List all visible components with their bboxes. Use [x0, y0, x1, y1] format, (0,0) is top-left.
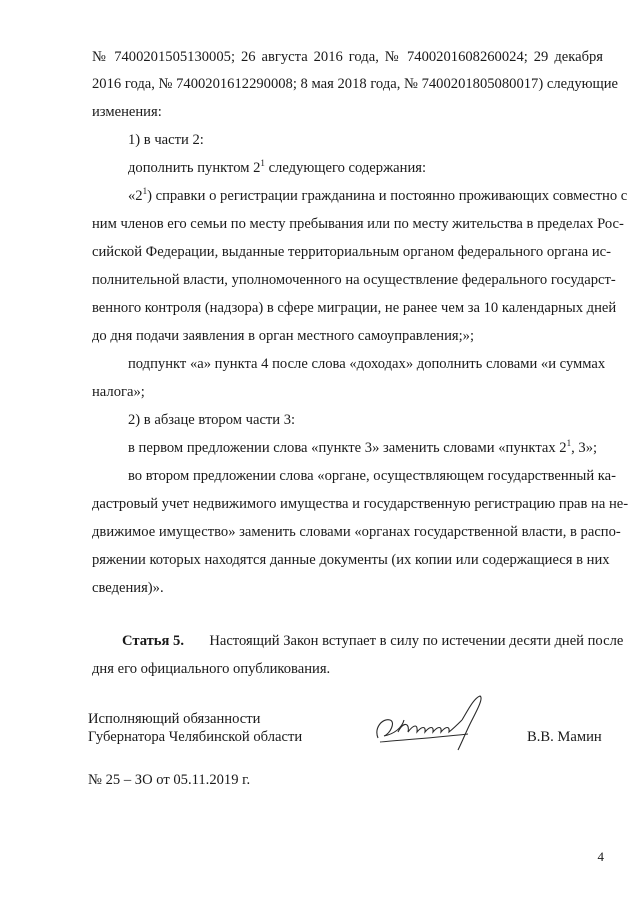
superscript: 1 — [142, 186, 148, 196]
text-fragment: «2 — [128, 188, 143, 204]
signatory-title — [88, 710, 302, 746]
text-line: во втором предложении слова «органе, осуществляющем государственный ка- — [128, 468, 616, 484]
text-fragment: Настоящий Закон вступает в силу по истечении десяти дней после — [209, 633, 624, 649]
text-line: сведения)». — [92, 580, 164, 596]
text-line: 2) в абзаце втором части 3: — [128, 412, 296, 428]
superscript: 1 — [260, 158, 265, 168]
text-fragment: дополнить пунктом 2 — [128, 160, 261, 176]
text-fragment: ) справки о регистрации гражданина и постоянно проживающих совместно с — [147, 188, 628, 204]
text-line: 2016 года, № 7400201612290008; 8 мая 2018 года, № 7400201805080017) следующие — [92, 76, 619, 92]
signatory-name: В.В. Мамин — [527, 729, 602, 745]
text-line: налога»; — [92, 384, 145, 400]
article-line — [122, 632, 624, 650]
text-line: сийской Федерации, выданные территориальным органом федерального органа ис- — [92, 244, 612, 260]
text-fragment: , 3»; — [571, 440, 598, 456]
text-line — [128, 439, 603, 457]
text-line: ним членов его семьи по месту пребывания или по месту жительства в пределах Рос- — [92, 216, 624, 232]
text-fragment: следующего содержания: — [268, 160, 427, 176]
text-line: венного контроля (надзора) в сфере миграции, не ранее чем за 10 календарных дней — [92, 300, 617, 316]
text-line: ряжении которых находятся данные документы (их копии или содержащиеся в них — [92, 552, 610, 568]
law-number: № 25 – ЗО от 05.11.2019 г. — [88, 772, 251, 788]
text-line: 1) в части 2: — [128, 132, 204, 148]
text-line: изменения: — [92, 104, 162, 120]
text-fragment: в первом предложении слова «пункте 3» заменить словами «пунктах 2 — [128, 440, 567, 456]
text-line — [128, 186, 628, 205]
text-line: дастровый учет недвижимого имущества и государственную регистрацию прав на не- — [92, 496, 629, 512]
text-line: полнительной власти, уполномоченного на осуществление федерального государст- — [92, 272, 616, 288]
text-line: подпункт «а» пункта 4 после слова «доходах» дополнить словами «и суммах — [128, 356, 606, 372]
text-line: дня его официального опубликования. — [92, 661, 331, 677]
handwritten-signature — [372, 690, 490, 755]
article-heading: Статья 5. — [122, 633, 184, 649]
signatory-title-line: Исполняющий обязанности — [88, 711, 261, 727]
text-line — [128, 159, 603, 177]
superscript: 1 — [566, 438, 572, 448]
text-line: до дня подачи заявления в орган местного самоуправления;»; — [92, 328, 475, 344]
signatory-title-line: Губернатора Челябинской области — [88, 729, 303, 745]
text-line: движимое имущество» заменить словами «органах государственной власти, в распо- — [92, 524, 621, 540]
text-line: № 7400201505130005; 26 августа 2016 года, № 7400201608260024; 29 декабря — [92, 49, 603, 65]
page-number: 4 — [597, 849, 604, 864]
